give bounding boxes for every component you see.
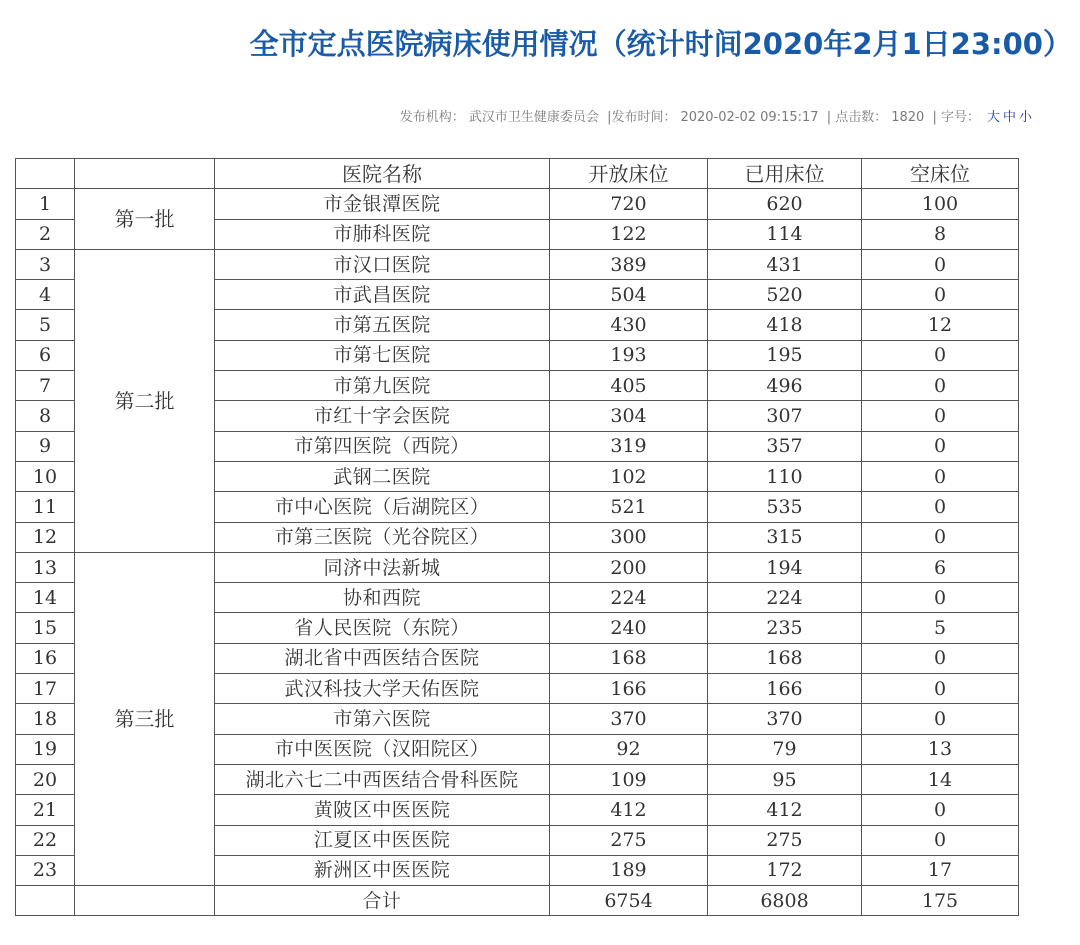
empty-beds: 8 (862, 219, 1019, 249)
hospital-name: 协和西院 (215, 583, 550, 613)
open-beds: 389 (550, 249, 708, 279)
used-beds: 412 (708, 795, 862, 825)
article-meta (0, 106, 1032, 125)
click-count-label: | 点击数： (826, 110, 888, 125)
row-number: 18 (16, 704, 75, 734)
used-beds: 315 (708, 522, 862, 552)
empty-beds: 0 (862, 492, 1019, 522)
empty-beds: 0 (862, 704, 1019, 734)
hospital-name: 市红十字会医院 (215, 401, 550, 431)
hospital-name: 市汉口医院 (215, 249, 550, 279)
row-number: 11 (16, 492, 75, 522)
row-number: 1 (16, 189, 75, 219)
used-beds: 418 (708, 310, 862, 340)
empty-beds: 0 (862, 371, 1019, 401)
row-number: 12 (16, 522, 75, 552)
used-beds: 168 (708, 643, 862, 673)
used-beds: 79 (708, 734, 862, 764)
empty-beds: 0 (862, 431, 1019, 461)
header-open-beds: 开放床位 (550, 159, 708, 189)
row-number: 21 (16, 795, 75, 825)
row-number: 22 (16, 825, 75, 855)
hospital-name: 新洲区中医医院 (215, 855, 550, 885)
hospital-name: 市第五医院 (215, 310, 550, 340)
used-beds: 620 (708, 189, 862, 219)
empty-beds: 0 (862, 795, 1019, 825)
hospital-name: 湖北省中西医结合医院 (215, 643, 550, 673)
hospital-name: 黄陂区中医医院 (215, 795, 550, 825)
font-size-small-link[interactable]: 小 (1018, 110, 1032, 125)
empty-beds: 0 (862, 825, 1019, 855)
row-number: 15 (16, 613, 75, 643)
used-beds: 520 (708, 280, 862, 310)
used-beds: 194 (708, 552, 862, 582)
row-number: 16 (16, 643, 75, 673)
hospital-name: 武汉科技大学天佑医院 (215, 674, 550, 704)
used-beds: 357 (708, 431, 862, 461)
empty-beds: 0 (862, 583, 1019, 613)
open-beds: 405 (550, 371, 708, 401)
row-number: 19 (16, 734, 75, 764)
page-title: 全市定点医院病床使用情况（统计时间2020年2月1日23:00） (249, 27, 1072, 61)
batch-label: 第二批 (75, 249, 215, 552)
hospital-name: 市中医医院（汉阳院区） (215, 734, 550, 764)
row-number: 17 (16, 674, 75, 704)
empty-beds: 0 (862, 674, 1019, 704)
header-no (16, 159, 75, 189)
header-hospital-name: 医院名称 (215, 159, 550, 189)
row-number: 13 (16, 552, 75, 582)
hospital-name: 市武昌医院 (215, 280, 550, 310)
publish-time: 2020-02-02 09:15:17 (680, 110, 819, 125)
empty-beds: 0 (862, 280, 1019, 310)
row-number: 8 (16, 401, 75, 431)
hospital-name: 市肺科医院 (215, 219, 550, 249)
open-beds: 224 (550, 583, 708, 613)
empty-beds: 14 (862, 764, 1019, 794)
table-row (16, 189, 1019, 219)
total-label: 合计 (215, 886, 550, 916)
hospital-name: 市第七医院 (215, 340, 550, 370)
empty-beds: 100 (862, 189, 1019, 219)
empty-beds: 0 (862, 522, 1019, 552)
open-beds: 504 (550, 280, 708, 310)
hospital-name: 市中心医院（后湖院区） (215, 492, 550, 522)
total-empty-beds: 175 (862, 886, 1019, 916)
total-batch (75, 886, 215, 916)
publisher-label: 发布机构： (399, 110, 465, 125)
hospital-name: 武钢二医院 (215, 461, 550, 491)
font-size-medium-link[interactable]: 中 (1002, 110, 1016, 125)
table-body (16, 189, 1019, 916)
used-beds: 307 (708, 401, 862, 431)
open-beds: 200 (550, 552, 708, 582)
row-number: 14 (16, 583, 75, 613)
empty-beds: 6 (862, 552, 1019, 582)
hospital-name: 湖北六七二中西医结合骨科医院 (215, 764, 550, 794)
hospital-name: 市第三医院（光谷院区） (215, 522, 550, 552)
open-beds: 166 (550, 674, 708, 704)
row-number: 20 (16, 764, 75, 794)
open-beds: 168 (550, 643, 708, 673)
row-number: 9 (16, 431, 75, 461)
open-beds: 370 (550, 704, 708, 734)
header-batch (75, 159, 215, 189)
open-beds: 304 (550, 401, 708, 431)
open-beds: 275 (550, 825, 708, 855)
open-beds: 412 (550, 795, 708, 825)
open-beds: 720 (550, 189, 708, 219)
batch-label: 第三批 (75, 552, 215, 885)
row-number: 3 (16, 249, 75, 279)
total-open-beds: 6754 (550, 886, 708, 916)
row-number: 10 (16, 461, 75, 491)
used-beds: 195 (708, 340, 862, 370)
row-number: 4 (16, 280, 75, 310)
open-beds: 240 (550, 613, 708, 643)
open-beds: 102 (550, 461, 708, 491)
used-beds: 110 (708, 461, 862, 491)
click-count: 1820 (891, 110, 925, 125)
empty-beds: 17 (862, 855, 1019, 885)
batch-label: 第一批 (75, 189, 215, 250)
empty-beds: 0 (862, 643, 1019, 673)
empty-beds: 0 (862, 461, 1019, 491)
empty-beds: 13 (862, 734, 1019, 764)
open-beds: 521 (550, 492, 708, 522)
total-row-number (16, 886, 75, 916)
row-number: 5 (16, 310, 75, 340)
open-beds: 430 (550, 310, 708, 340)
used-beds: 275 (708, 825, 862, 855)
total-row (16, 886, 1019, 916)
open-beds: 193 (550, 340, 708, 370)
table-row (16, 249, 1019, 279)
empty-beds: 5 (862, 613, 1019, 643)
used-beds: 166 (708, 674, 862, 704)
open-beds: 189 (550, 855, 708, 885)
used-beds: 431 (708, 249, 862, 279)
used-beds: 114 (708, 219, 862, 249)
hospital-name: 市第四医院（西院） (215, 431, 550, 461)
open-beds: 300 (550, 522, 708, 552)
open-beds: 92 (550, 734, 708, 764)
header-empty-beds: 空床位 (862, 159, 1019, 189)
used-beds: 535 (708, 492, 862, 522)
open-beds: 122 (550, 219, 708, 249)
used-beds: 172 (708, 855, 862, 885)
table-header-row (16, 159, 1019, 189)
hospital-name: 省人民医院（东院） (215, 613, 550, 643)
empty-beds: 0 (862, 249, 1019, 279)
font-size-label: | 字号： (932, 110, 980, 125)
hospital-name: 江夏区中医医院 (215, 825, 550, 855)
used-beds: 95 (708, 764, 862, 794)
empty-beds: 12 (862, 310, 1019, 340)
hospital-name: 市第六医院 (215, 704, 550, 734)
publisher: 武汉市卫生健康委员会 (468, 110, 599, 125)
used-beds: 370 (708, 704, 862, 734)
row-number: 6 (16, 340, 75, 370)
row-number: 2 (16, 219, 75, 249)
table-row (16, 552, 1019, 582)
publish-time-label: |发布时间： (607, 110, 677, 125)
used-beds: 224 (708, 583, 862, 613)
open-beds: 319 (550, 431, 708, 461)
hospital-name: 市金银潭医院 (215, 189, 550, 219)
font-size-large-link[interactable]: 大 (986, 110, 1000, 125)
hospital-beds-table (15, 158, 1019, 916)
empty-beds: 0 (862, 401, 1019, 431)
used-beds: 235 (708, 613, 862, 643)
header-used-beds: 已用床位 (708, 159, 862, 189)
hospital-name: 同济中法新城 (215, 552, 550, 582)
open-beds: 109 (550, 764, 708, 794)
row-number: 23 (16, 855, 75, 885)
used-beds: 496 (708, 371, 862, 401)
empty-beds: 0 (862, 340, 1019, 370)
hospital-name: 市第九医院 (215, 371, 550, 401)
row-number: 7 (16, 371, 75, 401)
total-used-beds: 6808 (708, 886, 862, 916)
